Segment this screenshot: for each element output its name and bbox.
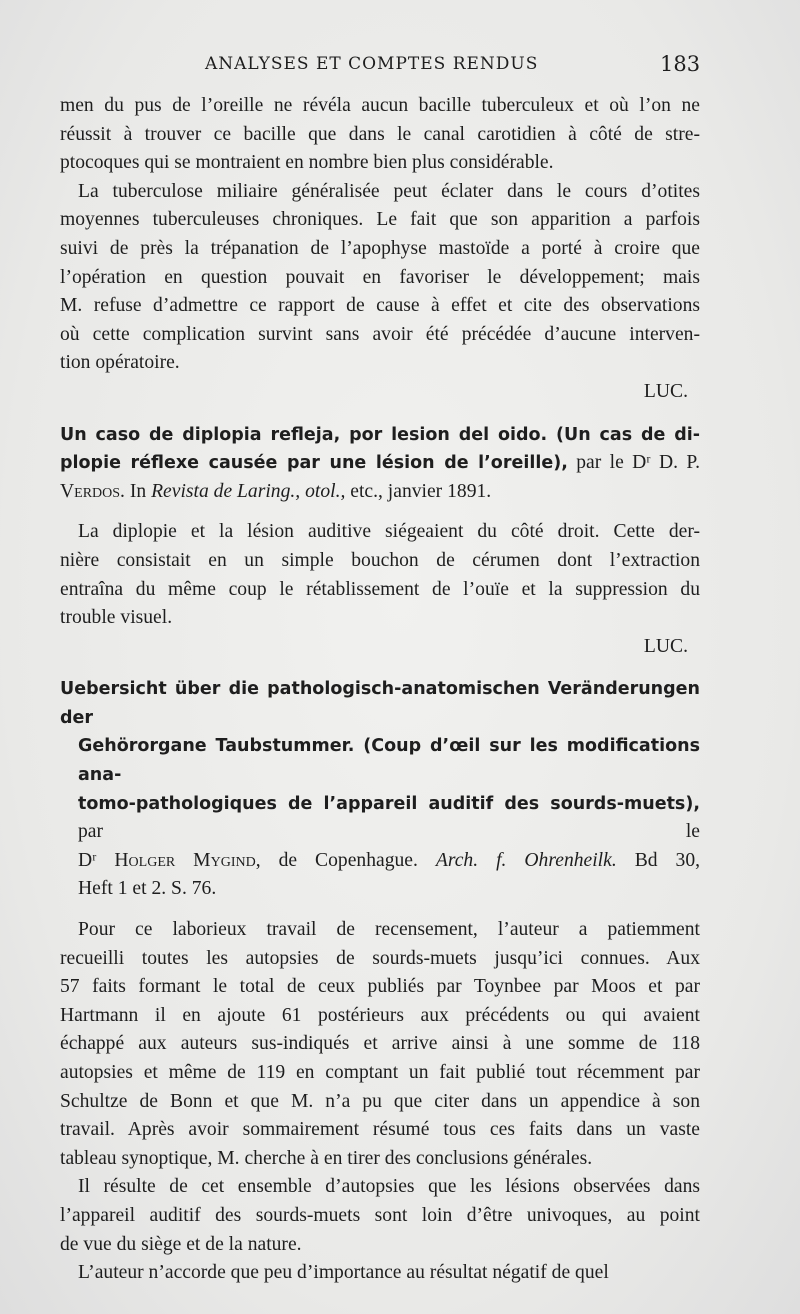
signature: LUC. — [643, 380, 688, 402]
title-text: par le Dʳ D. P. — [567, 452, 700, 474]
page-number: 183 — [660, 52, 701, 76]
author-name: Holger Mygind, — [114, 849, 261, 871]
text-line: tion opératoire. — [60, 352, 180, 374]
title-text: In — [124, 480, 152, 502]
journal-name: Arch. f. Ohrenheilk. — [435, 849, 617, 871]
text-line: trouble visuel. — [60, 607, 173, 629]
running-head: ANALYSES ET COMPTES RENDUS — [205, 54, 539, 74]
text-line: suivi de près la trépanation de l’apophyse mastoïde a porté à croire que — [60, 237, 700, 259]
text-line: Schultze de Bonn et que M. n’a pu que citer dans un appendice à son — [60, 1090, 700, 1112]
section-continuation — [60, 92, 700, 407]
author-name: Verdos. — [60, 480, 125, 502]
review-title — [60, 421, 700, 507]
title-bold: Un caso de diplopia refleja, por lesion del oido. (Un cas de di- — [60, 424, 700, 445]
title-text: etc., janvier 1891. — [345, 480, 492, 502]
text-line: travail. Après avoir sommairement résumé tous ces faits dans un vaste — [60, 1119, 700, 1141]
text-line: recueilli toutes les autopsies de sourds-muets jusqu’ici connues. Aux — [60, 947, 700, 969]
text-line: ptocoques qui se montraient en nombre bien plus considérable. — [60, 152, 554, 174]
signature: LUC. — [643, 635, 688, 657]
text-line: L’auteur n’accorde que peu d’importance au résultat négatif de quel — [78, 1262, 609, 1284]
text-line: Il résulte de cet ensemble d’autopsies que les lésions observées dans — [78, 1176, 700, 1198]
text-line: moyennes tuberculeuses chroniques. Le fait que son apparition a parfois — [60, 209, 700, 231]
review-body — [60, 518, 700, 661]
title-bold: Gehörorgane Taubstummer. (Coup d’œil sur les modifications ana- — [78, 736, 700, 786]
title-bold: tomo-pathologiques de l’appareil auditif des sourds-muets), — [78, 793, 700, 814]
text-line: La diplopie et la lésion auditive siégeaient du côté droit. Cette der- — [78, 521, 700, 543]
text-line: échappé aux auteurs sus-indiqués et arrive ainsi à une somme de 118 — [60, 1033, 700, 1055]
title-bold: Uebersicht über die pathologisch-anatomischen Veränderungen der — [60, 679, 700, 728]
text-line: entraîna du même coup le rétablissement de l’ouïe et la suppression du — [60, 578, 700, 600]
text-line: 57 faits formant le total de ceux publiés par Toynbee par Moos et par — [60, 976, 700, 998]
text-line: M. refuse d’admettre ce rapport de cause à effet et cite des observations — [60, 295, 700, 317]
page-body — [60, 92, 700, 1288]
text-line: l’opération en question pouvait en favoriser le développement; mais — [60, 266, 700, 288]
text-line: nière consistait en un simple bouchon de cérumen dont l’extraction — [60, 549, 700, 571]
text-line: réussit à trouver ce bacille que dans le canal carotidien à côté de stre- — [60, 123, 700, 145]
text-line: l’appareil auditif des sourds-muets sont loin d’être univoques, au point — [60, 1204, 700, 1226]
text-line: autopsies et même de 119 en comptant un fait publié tout récemment par — [60, 1062, 700, 1083]
title-text: par le — [78, 821, 700, 843]
text-line: tableau synoptique, M. cherche à en tirer des conclusions générales. — [60, 1147, 593, 1169]
review-body — [60, 916, 700, 1288]
title-text: Dʳ — [78, 849, 115, 871]
text-line: men du pus de l’oreille ne révéla aucun bacille tuberculeux et où l’on ne — [60, 95, 700, 116]
title-text: Bd 30, — [616, 849, 701, 871]
title-text: de Copenhague. — [260, 849, 436, 871]
title-bold: plopie réflexe causée par une lésion de l’oreille), — [60, 453, 568, 474]
title-text: Heft 1 et 2. S. 76. — [78, 878, 217, 900]
text-line: La tuberculose miliaire généralisée peut éclater dans le cours d’otites — [78, 180, 700, 202]
text-line: où cette complication survint sans avoir été précédée d’aucune interven- — [60, 323, 700, 345]
review-title — [60, 675, 700, 904]
text-line: Hartmann il en ajoute 61 postérieurs aux précédents ou qui avaient — [60, 1004, 700, 1026]
page-header — [0, 52, 800, 88]
text-line: de vue du siège et de la nature. — [60, 1233, 302, 1255]
journal-name: Revista de Laring., otol., — [151, 480, 346, 502]
text-line: Pour ce laborieux travail de recensement, l’auteur a patiemment — [78, 919, 700, 941]
